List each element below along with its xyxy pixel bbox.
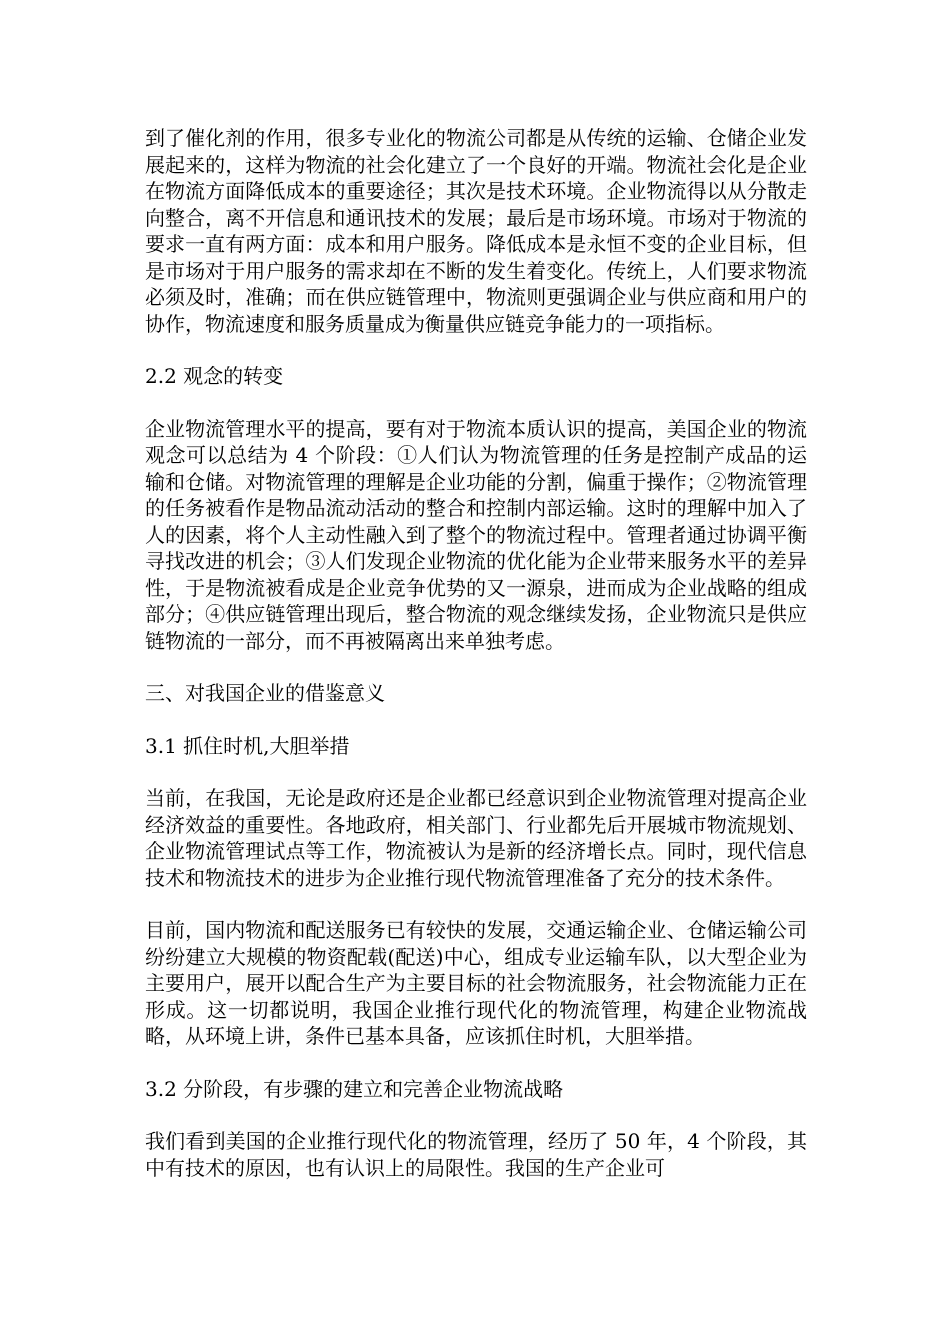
section-heading-2-2: 2.2 观念的转变 <box>145 364 284 388</box>
section-heading-3-1: 3.1 抓住时机,大胆举措 <box>145 733 350 758</box>
paragraph-logistics-environment: 到了催化剂的作用，很多专业化的物流公司都是从传统的运输、仓储企业发展起来的，这样为物流的社会化建立了一个良好的开端。物流社会化是企业在物流方面降低成本的重要途径；其次是技术环境。企业物流得以从分散走向整合，离不开信息和通讯技术的发展；最后是市场环境。市场对于物流的要求一直有两方面：成本和用户服务。降低成本是永恒不变的企业目标，但是市场对于用户服务的需求却在不断的发生着变化。传统上，人们要求物流必须及时，准确；而在供应链管理中，物流则更强调企业与供应商和用户的协作，物流速度和服务质量成为衡量供应链竞争能力的一项指标。 <box>145 126 807 336</box>
paragraph-us-experience: 我们看到美国的企业推行现代化的物流管理，经历了 50 年，4 个阶段，其中有技术的原因，也有认识上的局限性。我国的生产企业可 <box>145 1129 807 1180</box>
paragraph-concept-change: 企业物流管理水平的提高，要有对于物流本质认识的提高，美国企业的物流观念可以总结为 4 个阶段：①人们认为物流管理的任务是控制产成品的运输和仓储。对物流管理的理解是企业功能的分割，偏重于操作；②物流管理的任务被看作是物品流动活动的整合和控制内部运输。这时的理解中加入了人的因素，将个人主动性融入到了整个的物流过程中。管理者通过协调平衡寻找改进的机会；③人们发现企业物流的优化能为企业带来服务水平的差异性，于是物流被看成是企业竞争优势的又一源泉，进而成为企业战略的组成部分；④供应链管理出现后，整合物流的观念继续发扬，企业物流只是供应链物流的一部分，而不再被隔离出来单独考虑。 <box>145 416 807 653</box>
paragraph-current-situation: 当前，在我国，无论是政府还是企业都已经意识到企业物流管理对提高企业经济效益的重要性。各地政府，相关部门、行业都先后开展城市物流规划、企业物流管理试点等工作，物流被认为是新的经济增长点。同时，现代信息技术和物流技术的进步为企业推行现代物流管理准备了充分的技术条件。 <box>145 786 807 890</box>
section-heading-3: 三、对我国企业的借鉴意义 <box>145 681 385 705</box>
paragraph-domestic-logistics: 目前，国内物流和配送服务已有较快的发展，交通运输企业、仓储运输公司纷纷建立大规模的物资配载(配送)中心，组成专业运输车队，以大型企业为主要用户，展开以配合生产为主要目标的社会物流服务，社会物流能力正在形成。这一切都说明，我国企业推行现代化的物流管理，构建企业物流战略，从环境上讲，条件已基本具备，应该抓住时机，大胆举措。 <box>145 918 807 1048</box>
section-heading-3-2: 3.2 分阶段，有步骤的建立和完善企业物流战略 <box>145 1076 564 1101</box>
document-page <box>145 125 807 1207</box>
